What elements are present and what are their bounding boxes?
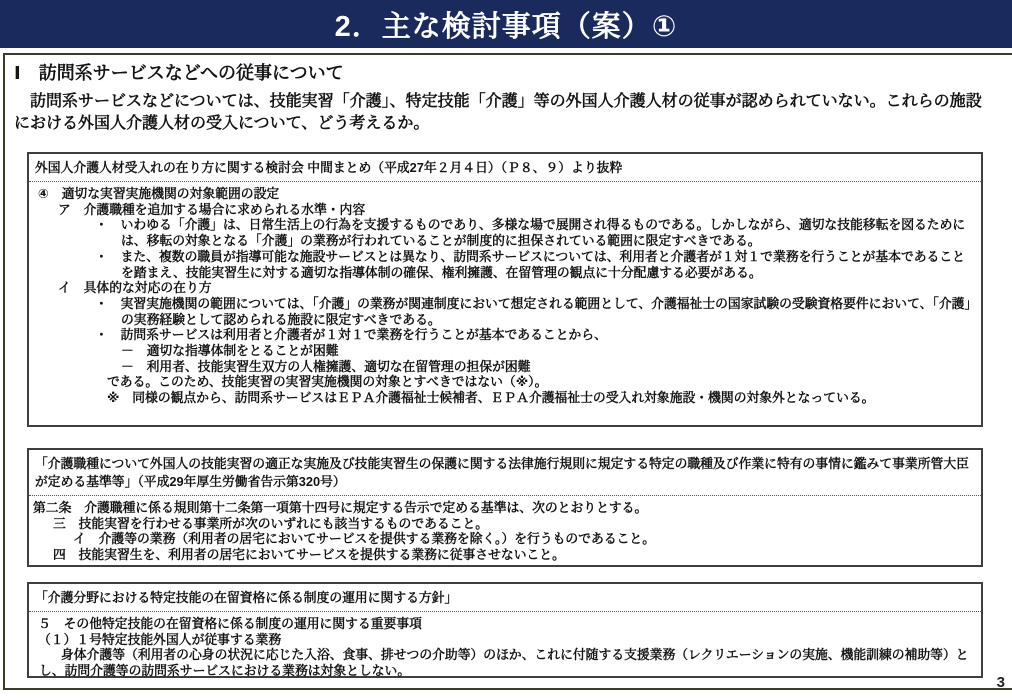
quote-box-title: 「介護分野における特定技能の在留資格に係る制度の運用に関する方針」 <box>29 584 981 612</box>
quote-line: ・ いわゆる「介護」は、日常生活上の行為を支援するものであり、多様な場で展開され得るものである。しかしながら、適切な技能移転を図るためには、移転の対象となる「介護」の業務が行われていることが制度的に担保されている範囲に限定すべきである。 <box>95 217 966 249</box>
page-title: 2．主な検討事項（案）① <box>334 10 678 43</box>
quote-box-ministry-notice <box>27 448 983 567</box>
section-lead-paragraph: 訪問系サービスなどについては、技能実習「介護」、特定技能「介護」等の外国人介護人材の従事が認められていない。これらの施設における外国人介護人材の受入について、どう考えるか。 <box>14 93 982 132</box>
quote-line: ※ 同様の観点から、訪問系サービスはＥＰＡ介護福祉士候補者、ＥＰＡ介護福祉士の受入れ対象施設・機関の対象外となっている。 <box>107 390 875 406</box>
slide-header <box>0 0 1012 48</box>
quote-line: － 利用者、技能実習生双方の人権擁護、適切な在留管理の担保が困難 <box>121 358 531 374</box>
quote-line: ・ 訪問系サービスは利用者と介護者が１対１で業務を行うことが基本であることから、 <box>95 327 607 343</box>
quote-line: （１）１号特定技能外国人が従事する業務 <box>38 631 282 647</box>
quote-line: 三 技能実習を行わせる事業所が次のいずれにも該当するものであること。 <box>53 515 489 531</box>
quote-line: 第二条 介護職種に係る規則第十二条第一項第十四号に規定する告示で定める基準は、次のとおりとする。 <box>33 500 648 515</box>
quote-line: ・ また、複数の職員が指導可能な施設サービスとは異なり、訪問系サービスについては、利用者と介護者が１対１で業務を行うことが基本であることを踏まえ、技能実習生に対する適切な指導体制の確保、権利擁護、在留管理の観点に十分配慮する必要がある。 <box>95 248 965 280</box>
quote-line: イ 具体的な対応の在り方 <box>58 280 212 296</box>
quote-box-title: 外国人介護人材受入れの在り方に関する検討会 中間まとめ（平成27年２月４日）（Ｐ８、９）より抜粋 <box>29 154 981 182</box>
quote-line: ア 介護職種を追加する場合に求められる水準・内容 <box>58 201 366 217</box>
quote-box-body <box>29 182 981 406</box>
quote-box-operation-policy <box>27 582 983 678</box>
quote-box-interim-report <box>27 152 983 427</box>
quote-box-body <box>29 496 981 563</box>
quote-line: 四 技能実習生を、利用者の居宅においてサービスを提供する業務に従事させないこと。 <box>53 547 565 563</box>
quote-line: － 適切な指導体制をとることが困難 <box>121 343 339 359</box>
quote-line: ・ 実習実施機関の範囲については、「介護」の業務が関連制度において想定される範囲として、介護福祉士の国家試験の受験資格要件において、「介護」の実務経験として認められる施設に限定すべきである。 <box>95 295 971 327</box>
quote-line: ５ その他特定技能の在留資格に係る制度の運用に関する重要事項 <box>38 616 422 631</box>
quote-line: ④ 適切な実習実施機関の対象範囲の設定 <box>38 186 280 201</box>
quote-line: 身体介護等（利用者の心身の状況に応じた入浴、食事、排せつの介助等）のほか、これに付随する支援業務（レクリエーションの実施、機能訓練の補助等）とし、訪問介護等の訪問系サービスにおける業務は対象としない。 <box>39 647 969 679</box>
page-number: 3 <box>996 674 1005 691</box>
quote-box-title: 「介護職種について外国人の技能実習の適正な実施及び技能実習生の保護に関する法律施行規則に規定する特定の職種及び作業に特有の事情に鑑みて事業所管大臣が定める基準等」（平成29年厚生労働省告示第320号） <box>29 450 981 496</box>
quote-box-body <box>29 612 981 679</box>
quote-line: イ 介護等の業務（利用者の居宅においてサービスを提供する業務を除く。）を行うものであること。 <box>73 531 656 547</box>
quote-line: である。このため、技能実習の実習実施機関の対象とすべきではない（※）。 <box>107 374 548 390</box>
slide-body-frame <box>3 53 1012 690</box>
section-heading: Ⅰ 訪問系サービスなどへの従事について <box>14 63 344 83</box>
